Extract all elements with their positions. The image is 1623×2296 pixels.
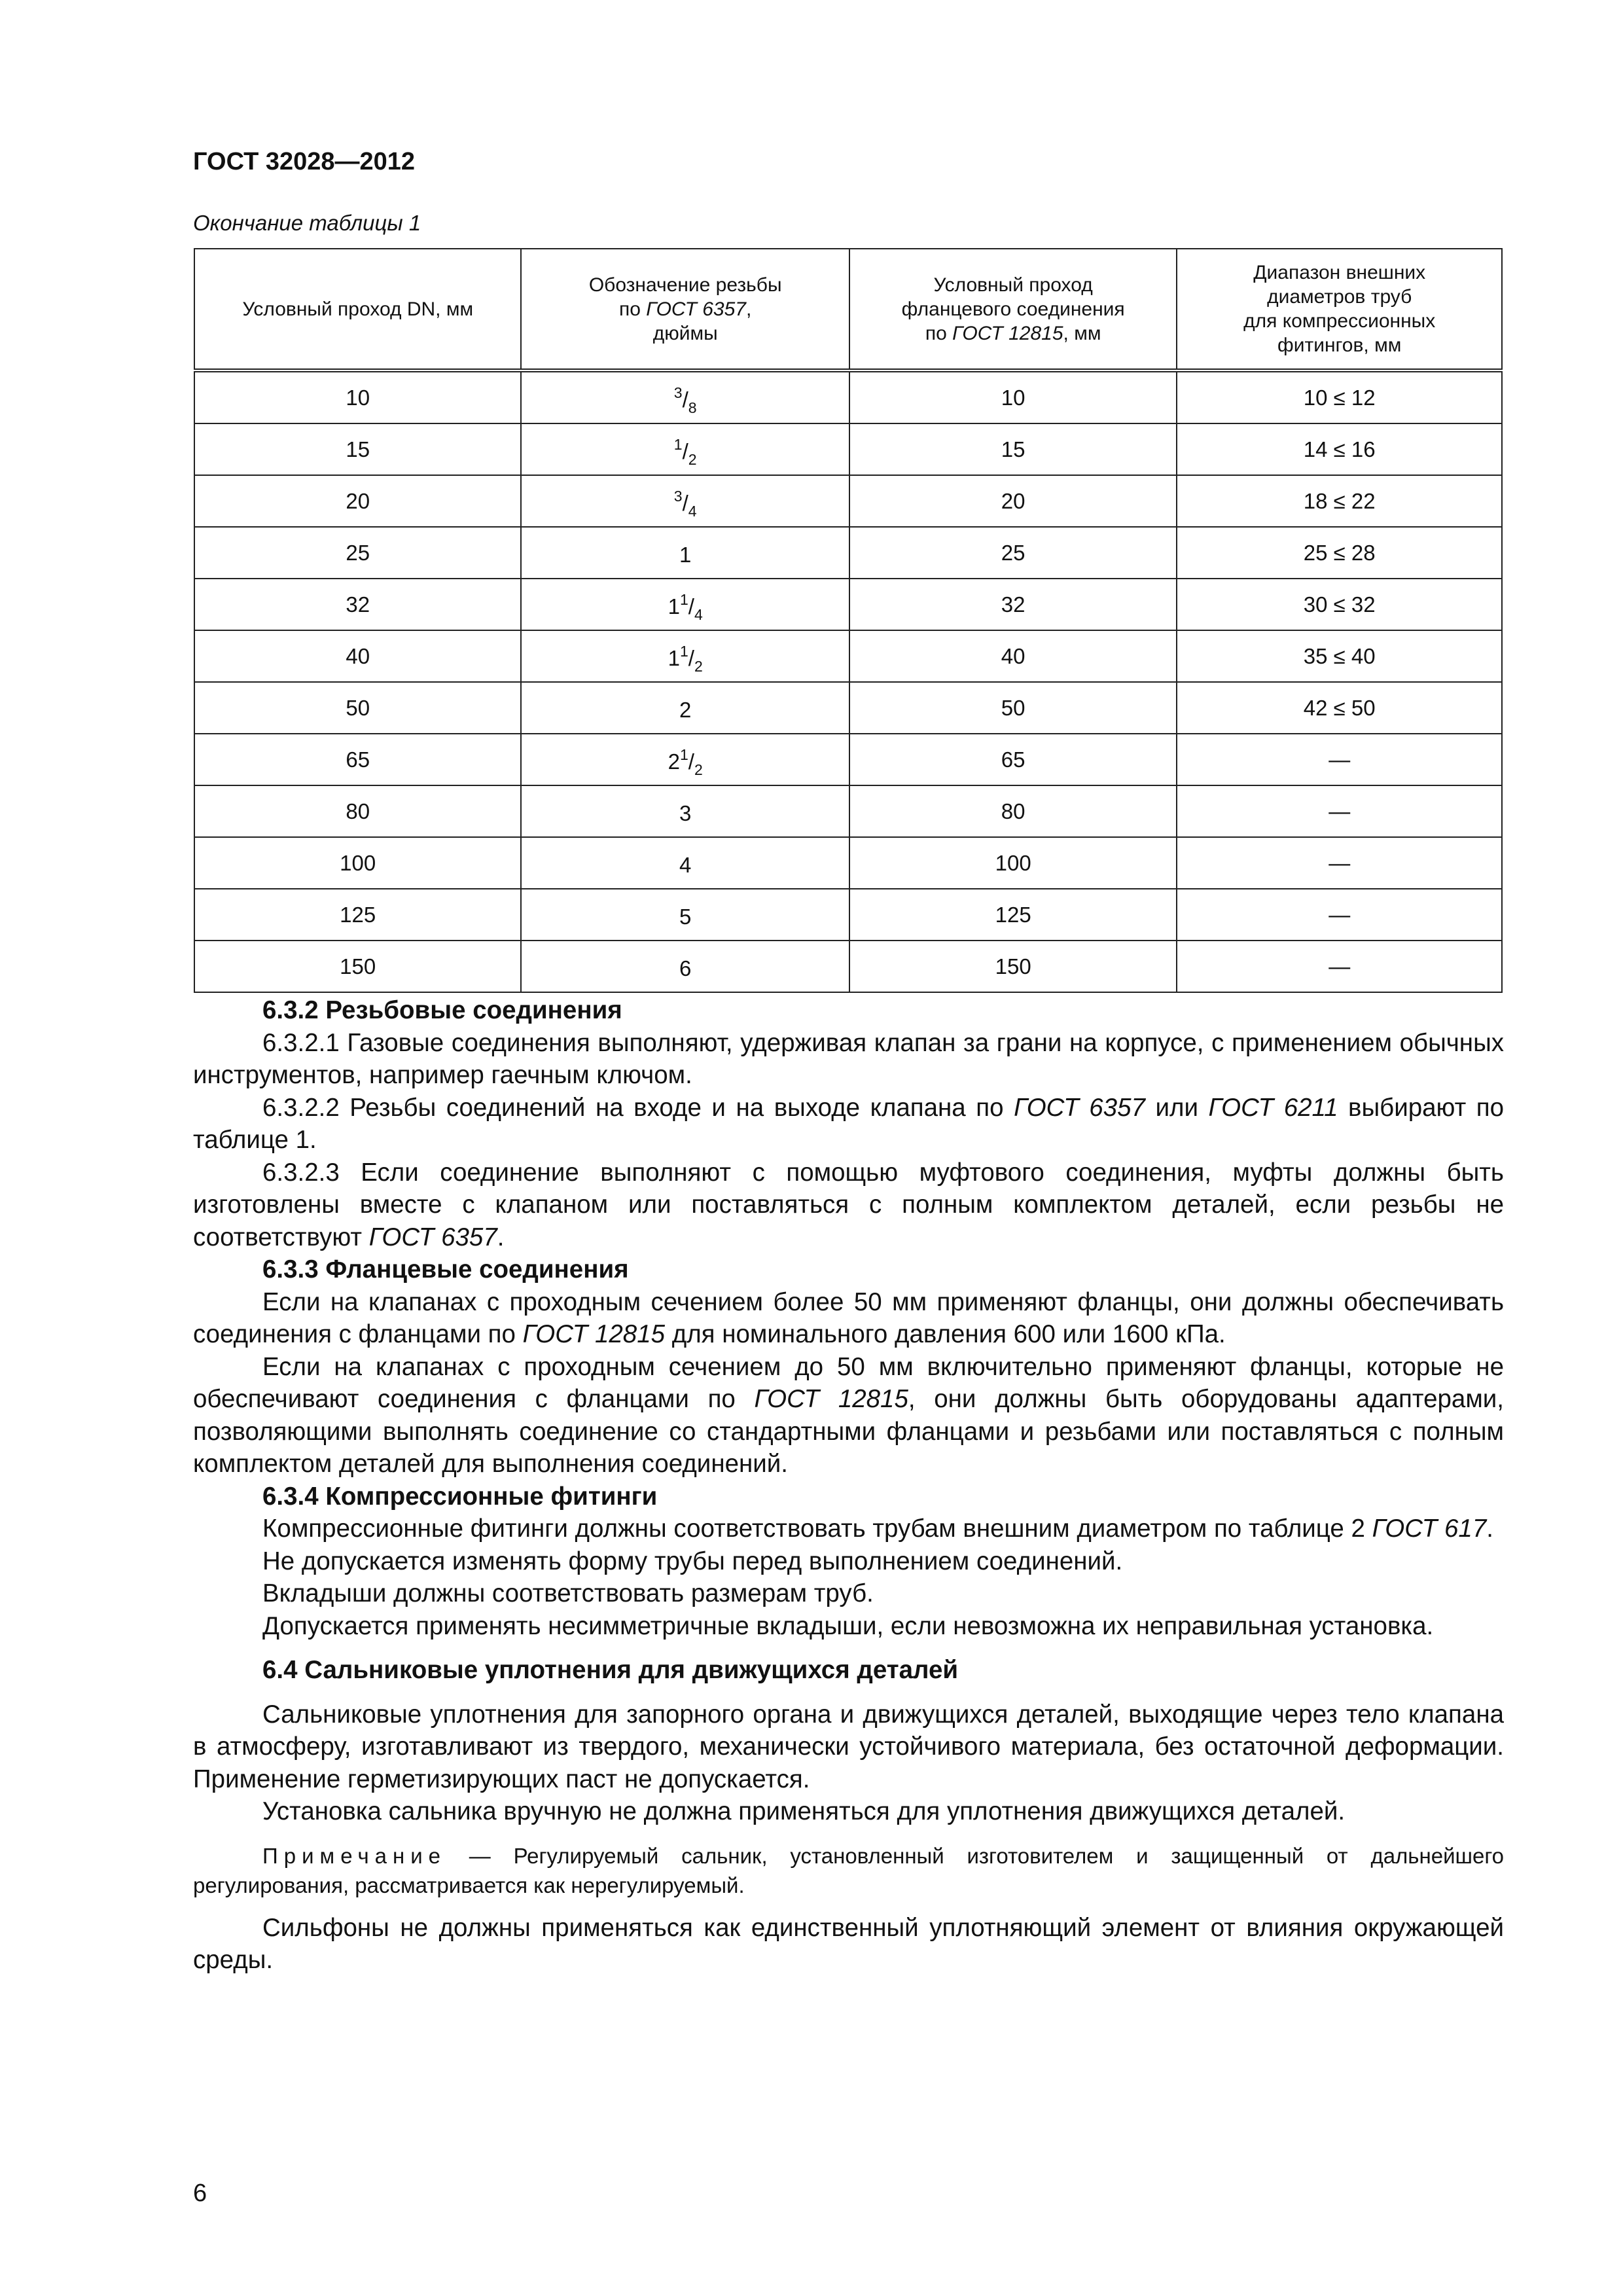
paragraph-fittings-4: Допускается применять несимметричные вкладыши, если невозможна их неправильная установка. (262, 1611, 1434, 1640)
cell-flange: 10 (849, 370, 1177, 423)
cell-range: 42 ≤ 50 (1177, 682, 1502, 734)
thread-dimensions-table (194, 248, 1503, 993)
cell-dn: 150 (194, 941, 521, 992)
page-number: 6 (193, 2179, 207, 2207)
table-row (194, 889, 1502, 941)
header-thread-designation: Обозначение резьбы по ГОСТ 6357, дюймы (521, 249, 849, 370)
paragraph-fittings-1: Компрессионные фитинги должны соответствовать трубам внешним диаметром по таблице 2 ГОСТ 617. (262, 1515, 1493, 1543)
table-row (194, 682, 1502, 734)
table-row (194, 370, 1502, 423)
section-heading-6-4: 6.4 Сальниковые уплотнения для движущихся деталей (262, 1656, 959, 1684)
cell-flange: 40 (849, 630, 1177, 682)
cell-flange: 65 (849, 734, 1177, 785)
standard-reference: ГОСТ 6357 (1014, 1093, 1145, 1122)
cell-dn: 10 (194, 370, 521, 423)
cell-range: — (1177, 785, 1502, 837)
paragraph-6-3-2-3: 6.3.2.3 Если соединение выполняют с помощью муфтового соединения, муфты должны быть изготовлены вместе с клапаном или поставляться с полным комплектом деталей, если резьбы не соответствуют ГОСТ 6357. (193, 1158, 1504, 1251)
table-row (194, 423, 1502, 475)
cell-flange: 80 (849, 785, 1177, 837)
standard-reference: ГОСТ 617 (1372, 1515, 1487, 1543)
table-row (194, 941, 1502, 992)
table-row (194, 527, 1502, 579)
table-row (194, 630, 1502, 682)
cell-dn: 20 (194, 475, 521, 527)
note-label: Примечание (262, 1843, 447, 1868)
table-row (194, 837, 1502, 889)
cell-range: 30 ≤ 32 (1177, 579, 1502, 630)
standard-reference: ГОСТ 12815 (522, 1320, 666, 1348)
cell-flange: 150 (849, 941, 1177, 992)
table-caption: Окончание таблицы 1 (193, 211, 421, 235)
cell-thread: 1 (521, 527, 849, 579)
cell-flange: 100 (849, 837, 1177, 889)
cell-range: 25 ≤ 28 (1177, 527, 1502, 579)
standard-reference: ГОСТ 6211 (1208, 1093, 1338, 1122)
cell-range: 18 ≤ 22 (1177, 475, 1502, 527)
section-heading-6-3-4: 6.3.4 Компрессионные фитинги (262, 1482, 658, 1511)
document-header: ГОСТ 32028—2012 (193, 148, 416, 175)
cell-flange: 15 (849, 423, 1177, 475)
cell-dn: 65 (194, 734, 521, 785)
cell-thread: $2^1/_2$ (521, 734, 849, 785)
header-nominal-diameter: Условный проход DN, мм (194, 249, 521, 370)
document-body (193, 994, 1504, 1977)
cell-thread: $^1/_2$ (521, 423, 849, 475)
table-row (194, 475, 1502, 527)
paragraph-seals-3: Сильфоны не должны применяться как единственный уплотняющий элемент от влияния окружающей среды. (193, 1913, 1504, 1974)
paragraph-fittings-2: Не допускается изменять форму трубы перед выполнением соединений. (262, 1547, 1123, 1575)
note: Примечание — Регулируемый сальник, установленный изготовителем и защищенный от дальнейшего регулирования, рассматривается как нерегулируемый. (193, 1843, 1504, 1897)
cell-flange: 25 (849, 527, 1177, 579)
paragraph-fittings-3: Вкладыши должны соответствовать размерам труб. (262, 1579, 874, 1607)
paragraph-flanges-1: Если на клапанах с проходным сечением более 50 мм применяют фланцы, они должны обеспечивать соединения с фланцами по ГОСТ 12815 для номинального давления 600 или 1600 кПа. (193, 1287, 1504, 1348)
cell-dn: 32 (194, 579, 521, 630)
table-row (194, 579, 1502, 630)
cell-thread: 4 (521, 837, 849, 889)
cell-range: — (1177, 734, 1502, 785)
paragraph-6-3-2-2: 6.3.2.2 Резьбы соединений на входе и на выходе клапана по ГОСТ 6357 или ГОСТ 6211 выбирают по таблице 1. (193, 1093, 1505, 1154)
cell-dn: 50 (194, 682, 521, 734)
header-pipe-diameter-range: Диапазон внешних диаметров труб для компрессионных фитингов, мм (1177, 249, 1502, 370)
cell-range: 14 ≤ 16 (1177, 423, 1502, 475)
paragraph-flanges-2: Если на клапанах с проходным сечением до 50 мм включительно применяют фланцы, которые не обеспечивают соединения с фланцами по ГОСТ 12815, они должны быть оборудованы адаптерами, позволяющими выполнять соединение со стандартными фланцами и резьбами или поставляться с полным комплектом деталей для выполнения соединений. (193, 1352, 1504, 1478)
cell-thread: $^3/_4$ (521, 475, 849, 527)
cell-dn: 125 (194, 889, 521, 941)
cell-flange: 20 (849, 475, 1177, 527)
cell-flange: 32 (849, 579, 1177, 630)
cell-dn: 40 (194, 630, 521, 682)
cell-range: — (1177, 889, 1502, 941)
cell-thread: 3 (521, 785, 849, 837)
cell-range: — (1177, 837, 1502, 889)
cell-dn: 15 (194, 423, 521, 475)
cell-range: 10 ≤ 12 (1177, 370, 1502, 423)
cell-dn: 80 (194, 785, 521, 837)
paragraph-6-3-2-1: 6.3.2.1 Газовые соединения выполняют, удерживая клапан за грани на корпусе, с применением обычных инструментов, например гаечным ключом. (193, 1028, 1504, 1089)
cell-dn: 100 (194, 837, 521, 889)
section-heading-6-3-3: 6.3.3 Фланцевые соединения (262, 1255, 629, 1283)
paragraph-seals-1: Сальниковые уплотнения для запорного органа и движущихся деталей, выходящие через тело клапана в атмосферу, изготавливают из твердого, механически устойчивого материала, без остаточной деформации. Применение герметизирующих паст не допускается. (193, 1700, 1504, 1793)
cell-dn: 25 (194, 527, 521, 579)
cell-flange: 50 (849, 682, 1177, 734)
cell-flange: 125 (849, 889, 1177, 941)
cell-thread: 2 (521, 682, 849, 734)
header-flange-diameter: Условный проход фланцевого соединения по ГОСТ 12815, мм (849, 249, 1177, 370)
paragraph-seals-2: Установка сальника вручную не должна применяться для уплотнения движущихся деталей. (262, 1797, 1346, 1825)
cell-thread: $1^1/_2$ (521, 630, 849, 682)
standard-reference: ГОСТ 12815 (754, 1385, 908, 1413)
cell-thread: $^3/_8$ (521, 370, 849, 423)
table-row (194, 785, 1502, 837)
section-heading-6-3-2: 6.3.2 Резьбовые соединения (262, 996, 622, 1024)
cell-range: — (1177, 941, 1502, 992)
table-header-row (194, 249, 1502, 370)
cell-thread: 6 (521, 941, 849, 992)
cell-thread: $1^1/_4$ (521, 579, 849, 630)
cell-thread: 5 (521, 889, 849, 941)
standard-reference: ГОСТ 6357 (368, 1223, 497, 1251)
cell-range: 35 ≤ 40 (1177, 630, 1502, 682)
table-row (194, 734, 1502, 785)
